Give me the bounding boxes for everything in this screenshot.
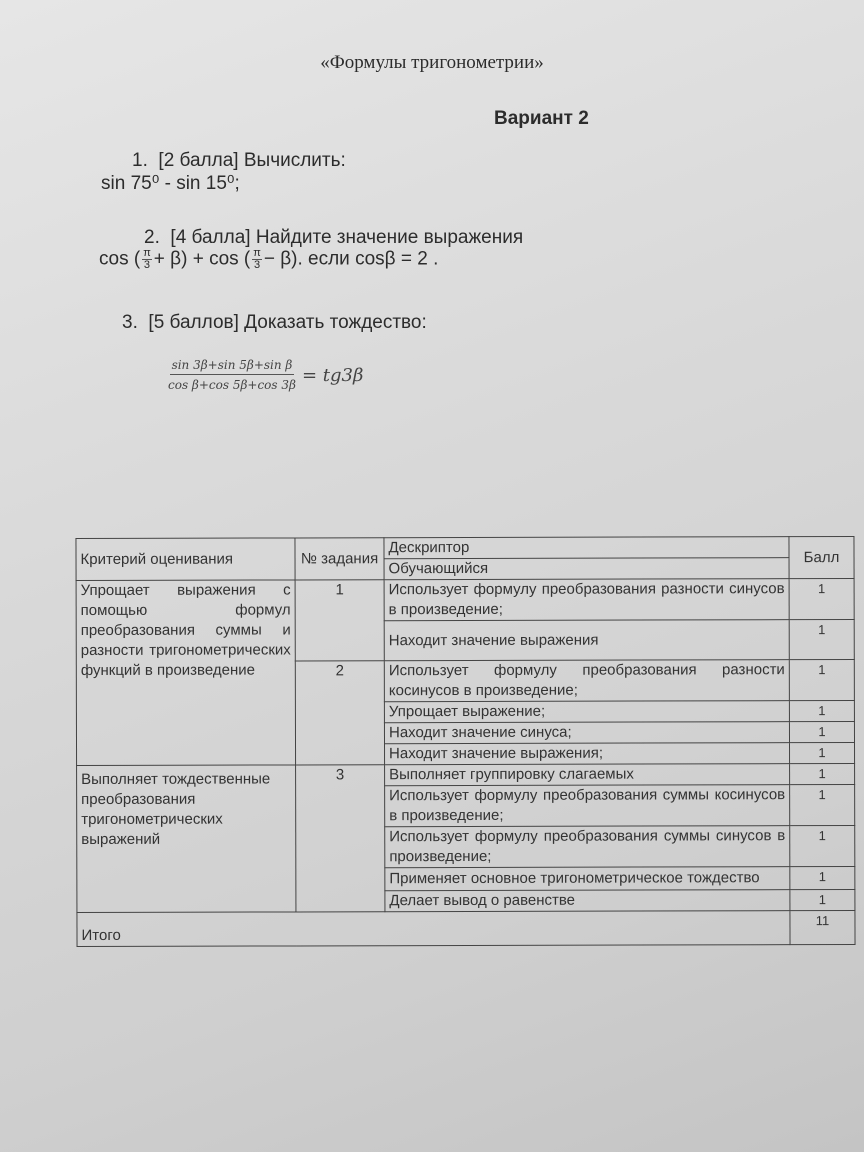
task-number-cell: 1 [295,580,384,661]
table-row [77,763,855,786]
score-cell: 1 [789,619,854,659]
header-descriptor: Дескриптор [384,537,789,559]
task-points: [2 балла] [158,150,239,171]
descriptor-cell: Использует формулу преобразования разности синусов в произведение; [384,579,789,621]
descriptor-cell: Находит значение выражения [384,620,789,661]
document-title: «Формулы тригонометрии» [320,52,544,73]
total-score: 11 [790,910,855,944]
task-number: 1. [132,150,148,171]
score-cell: 1 [790,866,855,889]
task-text: Доказать тождество: [244,312,427,333]
criterion-cell: Упрощает выражения с помощью формул преобразования суммы и разности тригонометрических функций в произведение [76,580,295,766]
table-row [76,578,854,621]
total-label: Итого [77,911,790,947]
header-learner: Обучающийся [384,558,789,580]
task-2-heading [144,227,523,249]
score-cell: 1 [790,825,855,866]
task-3-heading [122,312,427,334]
score-cell: 1 [789,700,854,721]
header-task-no: № задания [295,538,384,580]
expr-part: cos ( [99,248,141,270]
expr-part: − β). если cosβ = 2 . [263,248,439,270]
variant-label: Вариант 2 [494,108,589,129]
descriptor-cell: Находит значение синуса; [384,722,789,744]
descriptor-cell: Выполняет группировку слагаемых [385,764,790,786]
descriptor-cell: Делает вывод о равенстве [385,890,790,912]
task-text: Найдите значение выражения [255,227,524,248]
descriptor-cell: Использует формулу преобразования разности косинусов в произведение; [384,660,789,702]
task-1-heading [132,150,346,172]
fraction-numerator: π [253,247,261,259]
task-points: [5 баллов] [148,312,239,333]
descriptor-cell: Использует формулу преобразования суммы косинусов в произведение; [385,785,790,827]
score-cell: 1 [790,889,855,910]
score-cell: 1 [789,578,854,619]
task-number: 2. [144,227,160,248]
descriptor-cell: Использует формулу преобразования суммы синусов в произведение; [385,826,790,868]
fraction-denominator: 3 [253,259,261,271]
pi-over-3-fraction [142,248,152,271]
fraction-numerator: π [143,247,151,259]
header-score: Балл [789,536,854,578]
header-criterion: Критерий оценивания [76,538,295,581]
formula-rhs: = tg3β [301,364,364,386]
formula-numerator: sin 3β+sin 5β+sin β [170,358,295,375]
score-cell: 1 [789,721,854,742]
task-text: Вычислить: [243,150,346,171]
score-cell: 1 [789,659,854,700]
score-cell: 1 [790,763,855,784]
task-2-expression [99,248,438,271]
task-number-cell: 3 [296,765,385,912]
task-1-expression: sin 75⁰ - sin 15⁰; [101,173,240,194]
fraction-denominator: 3 [143,259,151,271]
formula-denominator: cos β+cos 5β+cos 3β [168,378,296,392]
descriptor-cell: Находит значение выражения; [385,743,790,765]
descriptor-cell: Применяет основное тригонометрическое тождество [385,867,790,891]
score-cell: 1 [790,742,855,763]
score-cell: 1 [790,784,855,825]
task-number-cell: 2 [295,661,384,765]
pi-over-3-fraction [252,248,262,271]
expr-part: + β) + cos ( [153,248,251,270]
assessment-table [75,536,855,947]
identity-formula [168,358,363,392]
descriptor-cell: Упрощает выражение; [384,701,789,723]
criterion-cell: Выполняет тождественные преобразования тригонометрических выражений [77,765,296,913]
total-row [77,910,855,946]
task-number: 3. [122,312,138,333]
task-points: [4 балла] [170,227,251,248]
